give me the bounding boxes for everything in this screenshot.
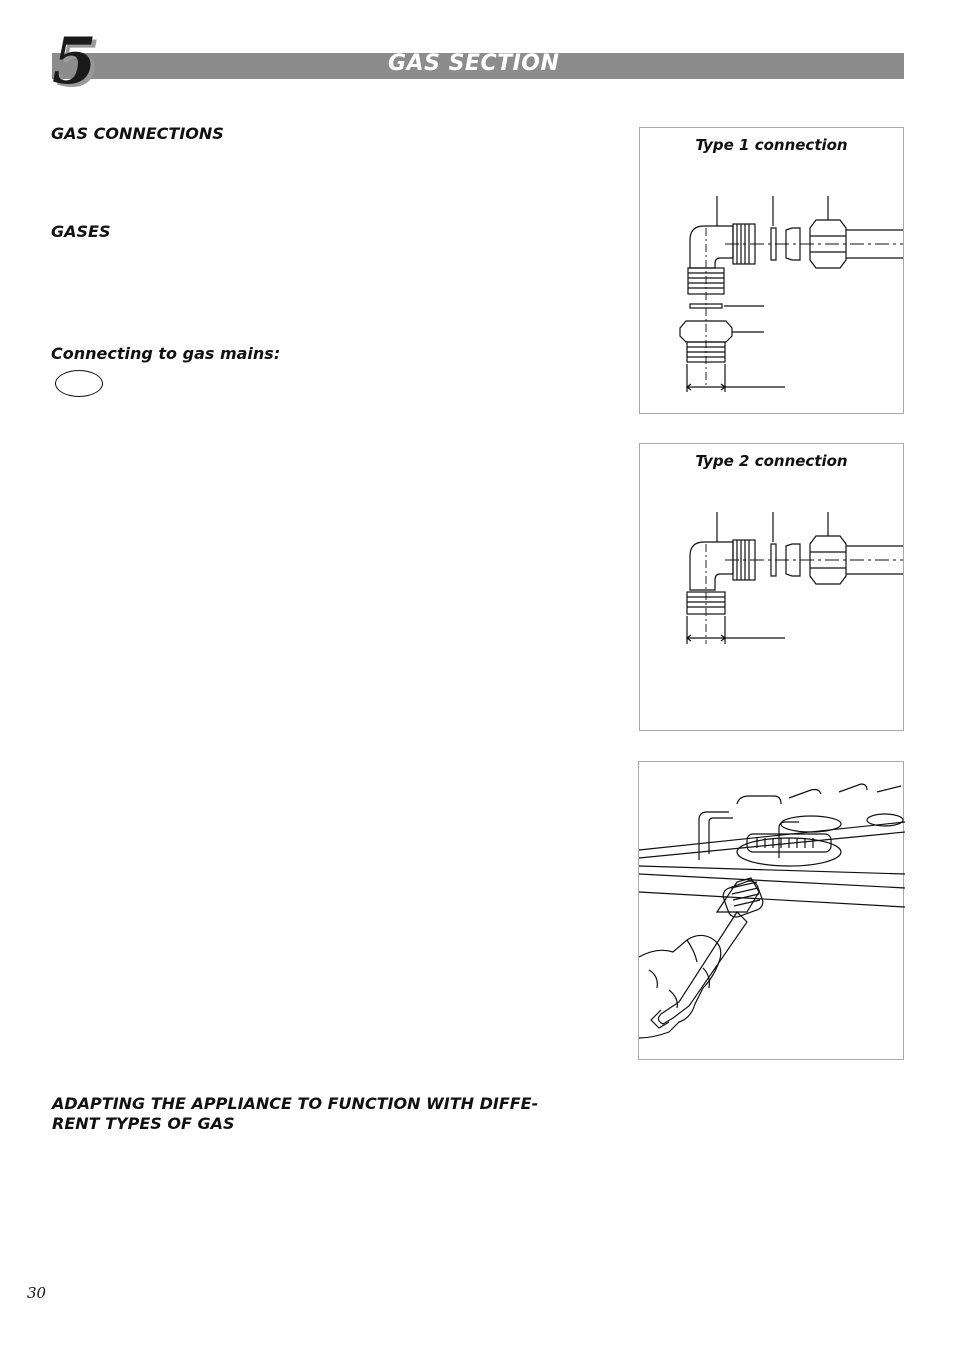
type2-connection-diagram xyxy=(640,444,905,732)
heading-adapting-line-2: RENT TYPES OF GAS xyxy=(52,1114,235,1133)
hob-wrench-drawing xyxy=(639,762,905,1061)
figure-hob-wrench-illustration xyxy=(638,761,904,1060)
heading-adapting-line-1: ADAPTING THE APPLIANCE TO FUNCTION WITH DIFFE- xyxy=(52,1094,539,1113)
heading-adapting-appliance xyxy=(52,1094,538,1134)
figure-type2-connection xyxy=(639,443,904,731)
heading-gases: GASES xyxy=(51,222,111,241)
figure-type1-connection xyxy=(639,127,904,414)
section-title: GAS SECTION xyxy=(388,51,560,76)
heading-connecting-to-gas-mains: Connecting to gas mains: xyxy=(51,344,281,363)
section-number: 5 xyxy=(52,24,97,99)
figure-type1-caption: Type 1 connection xyxy=(695,136,848,154)
type1-connection-diagram xyxy=(640,128,905,415)
heading-gas-connections: GAS CONNECTIONS xyxy=(51,124,224,143)
country-oval-marker xyxy=(55,370,103,397)
figure-type2-caption: Type 2 connection xyxy=(695,452,848,470)
page-number: 30 xyxy=(27,1284,47,1302)
